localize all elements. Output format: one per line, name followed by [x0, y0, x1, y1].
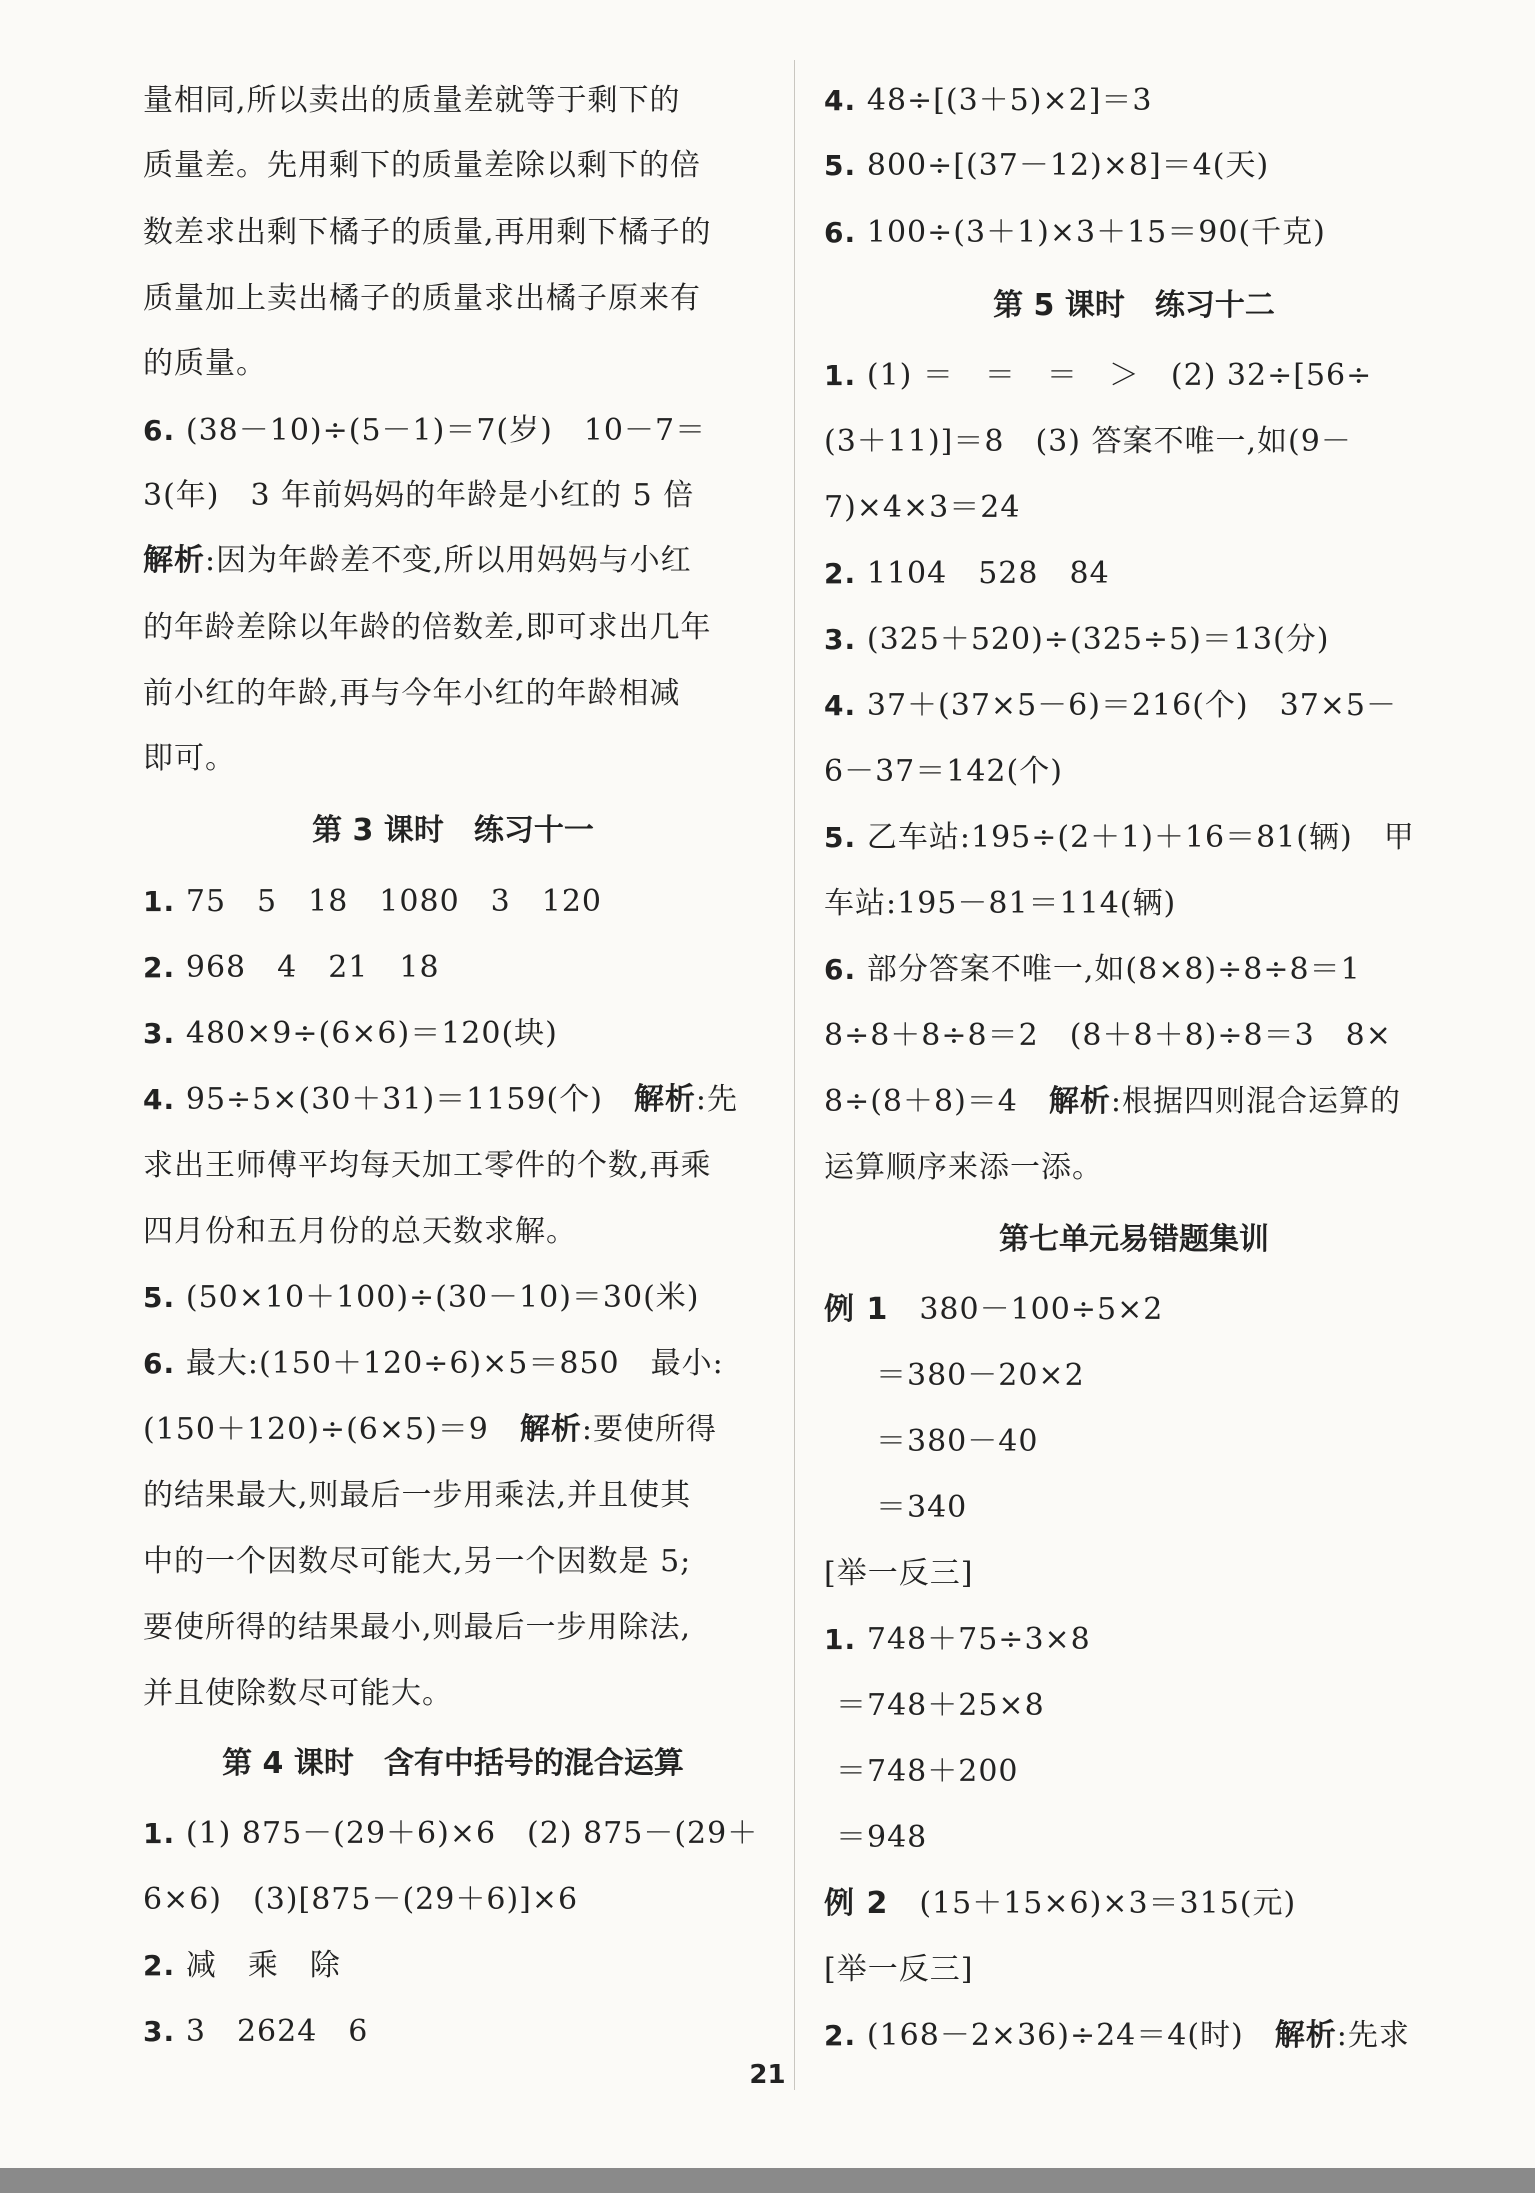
- text-line: [824, 81, 1153, 121]
- question-number: 5.: [143, 1281, 186, 1314]
- text-line: [143, 1410, 717, 1450]
- text-line: [143, 1542, 691, 1582]
- line-text: 75 5 18 1080 3 120: [185, 884, 603, 919]
- text-line: [824, 1016, 1392, 1056]
- scan-edge: [0, 2168, 1535, 2193]
- line-text: 求出王师傅平均每天加工零件的个数,再乘: [143, 1148, 712, 1183]
- line-text: 减 乘 除: [185, 1948, 341, 1983]
- line-text: 四月份和五月份的总天数求解。: [143, 1214, 577, 1249]
- text-line: [824, 1148, 1103, 1188]
- text-line: [824, 752, 1063, 792]
- line-text: 前小红的年龄,再与今年小红的年龄相减: [143, 676, 681, 711]
- question-number: 6.: [143, 1347, 186, 1380]
- line-text: 并且使除数尽可能大。: [143, 1676, 453, 1711]
- question-number: 2.: [824, 2019, 867, 2052]
- line-text: [举一反三]: [824, 1556, 974, 1591]
- line-text: 中的一个因数尽可能大,另一个因数是 5;: [143, 1544, 692, 1579]
- text-line: [143, 1080, 738, 1120]
- question-number: 1.: [143, 1817, 186, 1850]
- line-text: 748＋75÷3×8: [866, 1622, 1091, 1657]
- line-text-tail: :先求: [1336, 2018, 1410, 2053]
- line-text: (38－10)÷(5－1)＝7(岁) 10－7＝: [185, 413, 707, 448]
- question-number: 2.: [143, 951, 186, 984]
- question-number: 1.: [824, 1623, 867, 1656]
- line-text: 380－100÷5×2: [888, 1292, 1164, 1327]
- text-line: [876, 1422, 1038, 1462]
- line-text: 部分答案不唯一,如(8×8)÷8÷8＝1: [866, 952, 1361, 987]
- text-line: [824, 1950, 973, 1990]
- column-divider: [794, 60, 795, 2090]
- text-line: [824, 1554, 973, 1594]
- line-text: (3＋11)]＝8 (3) 答案不唯一,如(9－: [824, 424, 1352, 459]
- text-line: [824, 213, 1326, 253]
- line-text: 3 2624 6: [185, 2014, 369, 2049]
- text-line: [143, 2012, 368, 2052]
- text-line: [143, 476, 694, 516]
- text-line: [143, 344, 267, 384]
- line-text: 运算顺序来添一添。: [824, 1150, 1103, 1185]
- line-text: 最大:(150＋120÷6)×5＝850 最小:: [185, 1346, 724, 1381]
- analysis-label: 解析: [519, 1412, 582, 1447]
- line-text: 968 4 21 18: [185, 950, 440, 985]
- line-text: 质量差。先用剩下的质量差除以剩下的倍: [143, 148, 701, 183]
- line-text: :因为年龄差不变,所以用妈妈与小红: [205, 543, 692, 578]
- text-line: [143, 948, 440, 988]
- line-text: (168－2×36)÷24＝4(时): [866, 2018, 1275, 2053]
- text-line: [824, 422, 1352, 462]
- text-line: [836, 1686, 1045, 1726]
- line-text-tail: :根据四则混合运算的: [1110, 1084, 1402, 1119]
- question-number: 1.: [824, 359, 867, 392]
- text-line: [824, 620, 1329, 660]
- line-text: ＝748＋25×8: [836, 1688, 1045, 1723]
- page-number: 21: [749, 2060, 786, 2090]
- analysis-label: 解析: [633, 1082, 696, 1117]
- text-line: [836, 1752, 1019, 1792]
- line-text: 的结果最大,则最后一步用乘法,并且使其: [143, 1478, 692, 1513]
- text-line: [143, 1014, 558, 1054]
- text-line: [876, 1356, 1085, 1396]
- line-text: ＝380－40: [876, 1424, 1039, 1459]
- text-line: [824, 146, 1269, 186]
- text-line: [824, 950, 1361, 990]
- text-line: [824, 686, 1397, 726]
- line-text: 100÷(3＋1)×3＋15＝90(千克): [866, 215, 1326, 250]
- question-number: 4.: [824, 689, 867, 722]
- text-line: [143, 146, 701, 186]
- text-line: [824, 1290, 1163, 1330]
- text-line: [143, 882, 602, 922]
- question-number: 6.: [824, 953, 867, 986]
- line-text: (1) ＝ ＝ ＝ ＞ (2) 32÷[56÷: [866, 358, 1373, 393]
- text-line: [143, 1946, 341, 1986]
- line-text: ＝340: [876, 1490, 968, 1525]
- text-line: [143, 608, 712, 648]
- text-line: [824, 554, 1110, 594]
- line-text: [举一反三]: [824, 1952, 974, 1987]
- question-number: 3.: [143, 2015, 186, 2048]
- text-line: [143, 541, 692, 581]
- text-line: [836, 1818, 927, 1858]
- line-text: 8÷(8＋8)＝4: [824, 1084, 1049, 1119]
- line-text: 3(年) 3 年前妈妈的年龄是小红的 5 倍: [143, 478, 695, 513]
- bold-label: 例 1: [824, 1292, 889, 1327]
- text-line: [824, 1884, 1296, 1924]
- line-text: 800÷[(37－12)×8]＝4(天): [866, 148, 1270, 183]
- text-line: [143, 1608, 691, 1648]
- line-text: 480×9÷(6×6)＝120(块): [185, 1016, 558, 1051]
- text-line: [824, 884, 1176, 924]
- line-text-tail: :先: [695, 1082, 739, 1117]
- line-text: (50×10＋100)÷(30－10)＝30(米): [185, 1280, 700, 1315]
- text-line: [143, 1146, 712, 1186]
- text-line: [143, 1674, 453, 1714]
- line-text: ＝948: [836, 1820, 928, 1855]
- line-text: 数差求出剩下橘子的质量,再用剩下橘子的: [143, 215, 712, 250]
- section-heading: 第 5 课时 练习十二: [993, 288, 1275, 323]
- text-line: [143, 1476, 691, 1516]
- line-text-tail: :要使所得: [581, 1412, 717, 1447]
- question-number: 4.: [143, 1083, 186, 1116]
- line-text: 8÷8＋8÷8＝2 (8＋8＋8)÷8＝3 8×: [824, 1018, 1392, 1053]
- analysis-label: 解析: [1048, 1084, 1111, 1119]
- question-number: 3.: [824, 623, 867, 656]
- line-text: 要使所得的结果最小,则最后一步用除法,: [143, 1610, 692, 1645]
- line-text: (325＋520)÷(325÷5)＝13(分): [866, 622, 1330, 657]
- text-line: [143, 739, 236, 779]
- question-number: 3.: [143, 1017, 186, 1050]
- line-text: 1104 528 84: [866, 556, 1110, 591]
- line-text: 车站:195－81＝114(辆): [824, 886, 1177, 921]
- question-number: 1.: [143, 885, 186, 918]
- text-line: [143, 1814, 758, 1854]
- text-line: [824, 488, 1020, 528]
- line-text: 48÷[(3＋5)×2]＝3: [866, 83, 1153, 118]
- text-line: [824, 1620, 1091, 1660]
- line-text: 6×6) (3)[875－(29＋6)]×6: [143, 1882, 579, 1917]
- question-number: 6.: [824, 216, 867, 249]
- line-text: 即可。: [143, 741, 236, 776]
- text-line: [824, 356, 1372, 396]
- section-heading: 第七单元易错题集训: [999, 1222, 1269, 1257]
- line-text: 95÷5×(30＋31)＝1159(个): [185, 1082, 634, 1117]
- line-text: 7)×4×3＝24: [824, 490, 1021, 525]
- text-line: [876, 1488, 967, 1528]
- text-line: [143, 279, 701, 319]
- question-number: 5.: [824, 821, 867, 854]
- text-line: [143, 213, 712, 253]
- text-line: [143, 1278, 700, 1318]
- line-text: ＝748＋200: [836, 1754, 1019, 1789]
- question-number: 6.: [143, 414, 186, 447]
- text-line: [824, 818, 1415, 858]
- analysis-label: 解析: [1274, 2018, 1337, 2053]
- line-text: 37＋(37×5－6)＝216(个) 37×5－: [866, 688, 1398, 723]
- text-line: [143, 1344, 724, 1384]
- text-line: [143, 1212, 577, 1252]
- text-line: [824, 2016, 1410, 2056]
- text-line: [143, 1880, 578, 1920]
- line-text: 的年龄差除以年龄的倍数差,即可求出几年: [143, 610, 712, 645]
- question-number: 5.: [824, 149, 867, 182]
- text-line: [824, 1082, 1401, 1122]
- line-text: (1) 875－(29＋6)×6 (2) 875－(29＋: [185, 1816, 759, 1851]
- line-text: (15＋15×6)×3＝315(元): [888, 1886, 1297, 1921]
- section-heading: 第 4 课时 含有中括号的混合运算: [222, 1746, 684, 1781]
- question-number: 4.: [824, 84, 867, 117]
- line-text: 的质量。: [143, 346, 267, 381]
- bold-label: 例 2: [824, 1886, 889, 1921]
- question-number: 2.: [824, 557, 867, 590]
- line-text: 质量加上卖出橘子的质量求出橘子原来有: [143, 281, 701, 316]
- line-text: 量相同,所以卖出的质量差就等于剩下的: [143, 83, 681, 118]
- text-line: [143, 81, 681, 121]
- question-number: 2.: [143, 1949, 186, 1982]
- line-text: 乙车站:195÷(2＋1)＋16＝81(辆) 甲: [866, 820, 1415, 855]
- text-line: [143, 411, 706, 451]
- line-text: ＝380－20×2: [876, 1358, 1085, 1393]
- bold-label: 解析: [143, 543, 205, 578]
- text-line: [143, 674, 681, 714]
- section-heading: 第 3 课时 练习十一: [312, 813, 594, 848]
- line-text: 6－37＝142(个): [824, 754, 1063, 789]
- line-text: (150＋120)÷(6×5)＝9: [143, 1412, 520, 1447]
